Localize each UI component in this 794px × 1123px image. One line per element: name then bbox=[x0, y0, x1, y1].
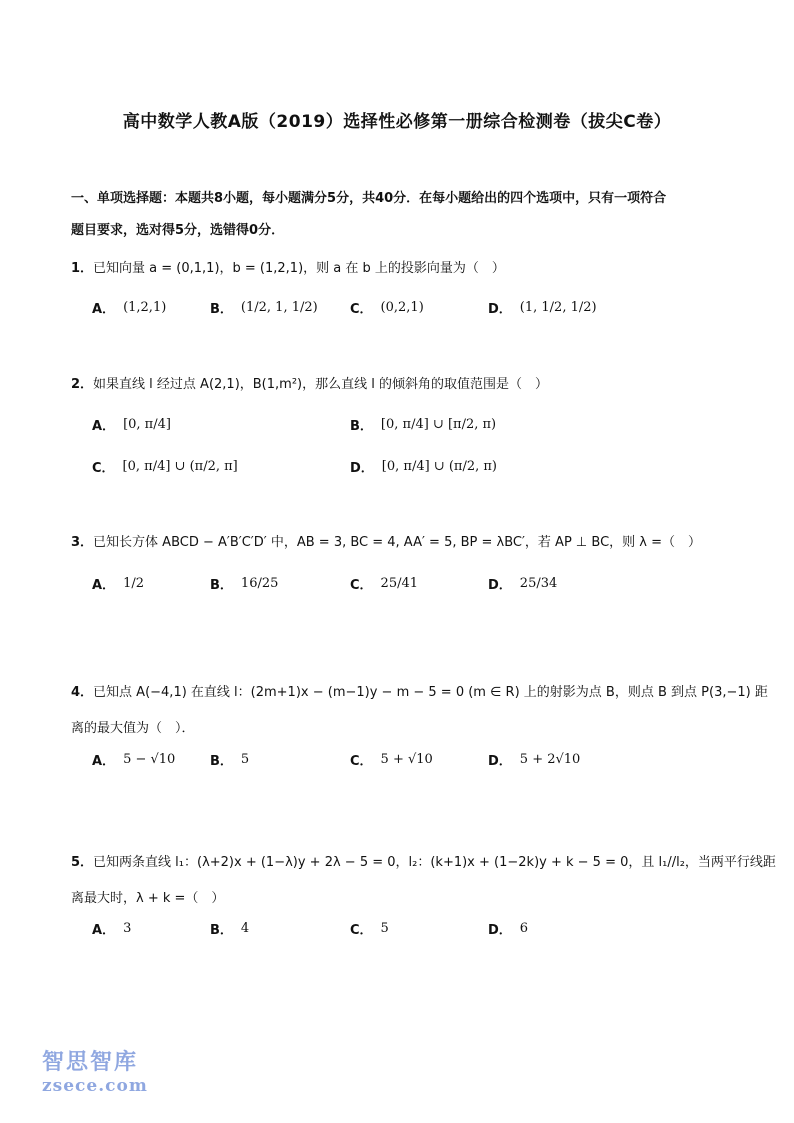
q1-option-c[interactable]: C． (0,2,1) bbox=[350, 300, 424, 317]
question-text: 已知向量 a = (0,1,1)，b = (1,2,1)，则 a 在 b 上的投影向量为（ ） bbox=[93, 261, 505, 276]
q3-option-b[interactable]: B． 16/25 bbox=[210, 576, 279, 593]
section-heading-line1: 一、单项选择题：本题共8小题，每小题满分5分，共40分．在每小题给出的四个选项中，只有一项符合 bbox=[71, 191, 667, 206]
question-5-stem-line2: 离最大时，λ + k =（ ） bbox=[71, 891, 225, 906]
question-number: 2． bbox=[71, 377, 94, 392]
question-2-stem bbox=[71, 373, 731, 392]
q5-option-d[interactable]: D． 6 bbox=[488, 921, 529, 938]
q5-option-c[interactable]: C． 5 bbox=[350, 921, 389, 938]
q4-option-b[interactable]: B． 5 bbox=[210, 752, 250, 769]
q3-option-c[interactable]: C． 25/41 bbox=[350, 576, 419, 593]
watermark-logo bbox=[42, 1045, 148, 1096]
q1-option-a[interactable]: A． (1,2,1) bbox=[92, 300, 167, 317]
question-text: 已知长方体 ABCD − A′B′C′D′ 中，AB = 3, BC = 4, AA′ = 5, BP = λBC′，若 AP ⊥ BC，则 λ =（ ） bbox=[93, 535, 702, 550]
q4-option-c[interactable]: C． 5 + √10 bbox=[350, 752, 433, 769]
q5-option-a[interactable]: A． 3 bbox=[92, 921, 132, 938]
q2-option-d[interactable]: D． [0, π/4] ∪ (π/2, π) bbox=[350, 459, 497, 476]
question-number: 1． bbox=[71, 261, 94, 276]
q2-option-b[interactable]: B． [0, π/4] ∪ [π/2, π) bbox=[350, 417, 497, 434]
q4-option-d[interactable]: D． 5 + 2√10 bbox=[488, 752, 581, 769]
question-3-stem bbox=[71, 531, 731, 550]
q3-option-d[interactable]: D． 25/34 bbox=[488, 576, 558, 593]
q5-option-b[interactable]: B． 4 bbox=[210, 921, 250, 938]
q3-option-a[interactable]: A． 1/2 bbox=[92, 576, 144, 593]
q2-option-c[interactable]: C． [0, π/4] ∪ (π/2, π] bbox=[92, 459, 238, 476]
page-title: 高中数学人教A版（2019）选择性必修第一册综合检测卷（拔尖C卷） bbox=[122, 112, 672, 132]
q1-option-d[interactable]: D． (1, 1/2, 1/2) bbox=[488, 300, 597, 317]
question-number: 5． bbox=[71, 855, 94, 870]
question-number: 4． bbox=[71, 685, 94, 700]
question-1-stem bbox=[71, 257, 731, 276]
question-4-stem-line2: 离的最大值为（ ）． bbox=[71, 721, 195, 736]
question-number: 3． bbox=[71, 535, 94, 550]
question-text: 已知点 A(−4,1) 在直线 l：(2m+1)x − (m−1)y − m − 5 = 0 (m ∈ R) 上的射影为点 B，则点 B 到点 P(3,−1) 距 bbox=[93, 685, 768, 700]
q1-option-b[interactable]: B． (1/2, 1, 1/2) bbox=[210, 300, 318, 317]
q4-option-a[interactable]: A． 5 − √10 bbox=[92, 752, 176, 769]
q2-option-a[interactable]: A． [0, π/4] bbox=[92, 417, 171, 434]
section-heading-line2: 题目要求，选对得5分，选错得0分． bbox=[71, 223, 285, 238]
watermark-en: zsece.com bbox=[42, 1076, 148, 1096]
question-5-stem-line1 bbox=[71, 851, 776, 870]
question-text: 已知两条直线 l₁：(λ+2)x + (1−λ)y + 2λ − 5 = 0，l₂：(k+1)x + (1−2k)y + k − 5 = 0，且 l₁//l₂，当两平行线距 bbox=[93, 855, 776, 870]
question-text: 如果直线 l 经过点 A(2,1)，B(1,m²)，那么直线 l 的倾斜角的取值范围是（ ） bbox=[93, 377, 548, 392]
question-4-stem-line1 bbox=[71, 681, 768, 700]
watermark-cn: 智思智库 bbox=[42, 1049, 139, 1075]
